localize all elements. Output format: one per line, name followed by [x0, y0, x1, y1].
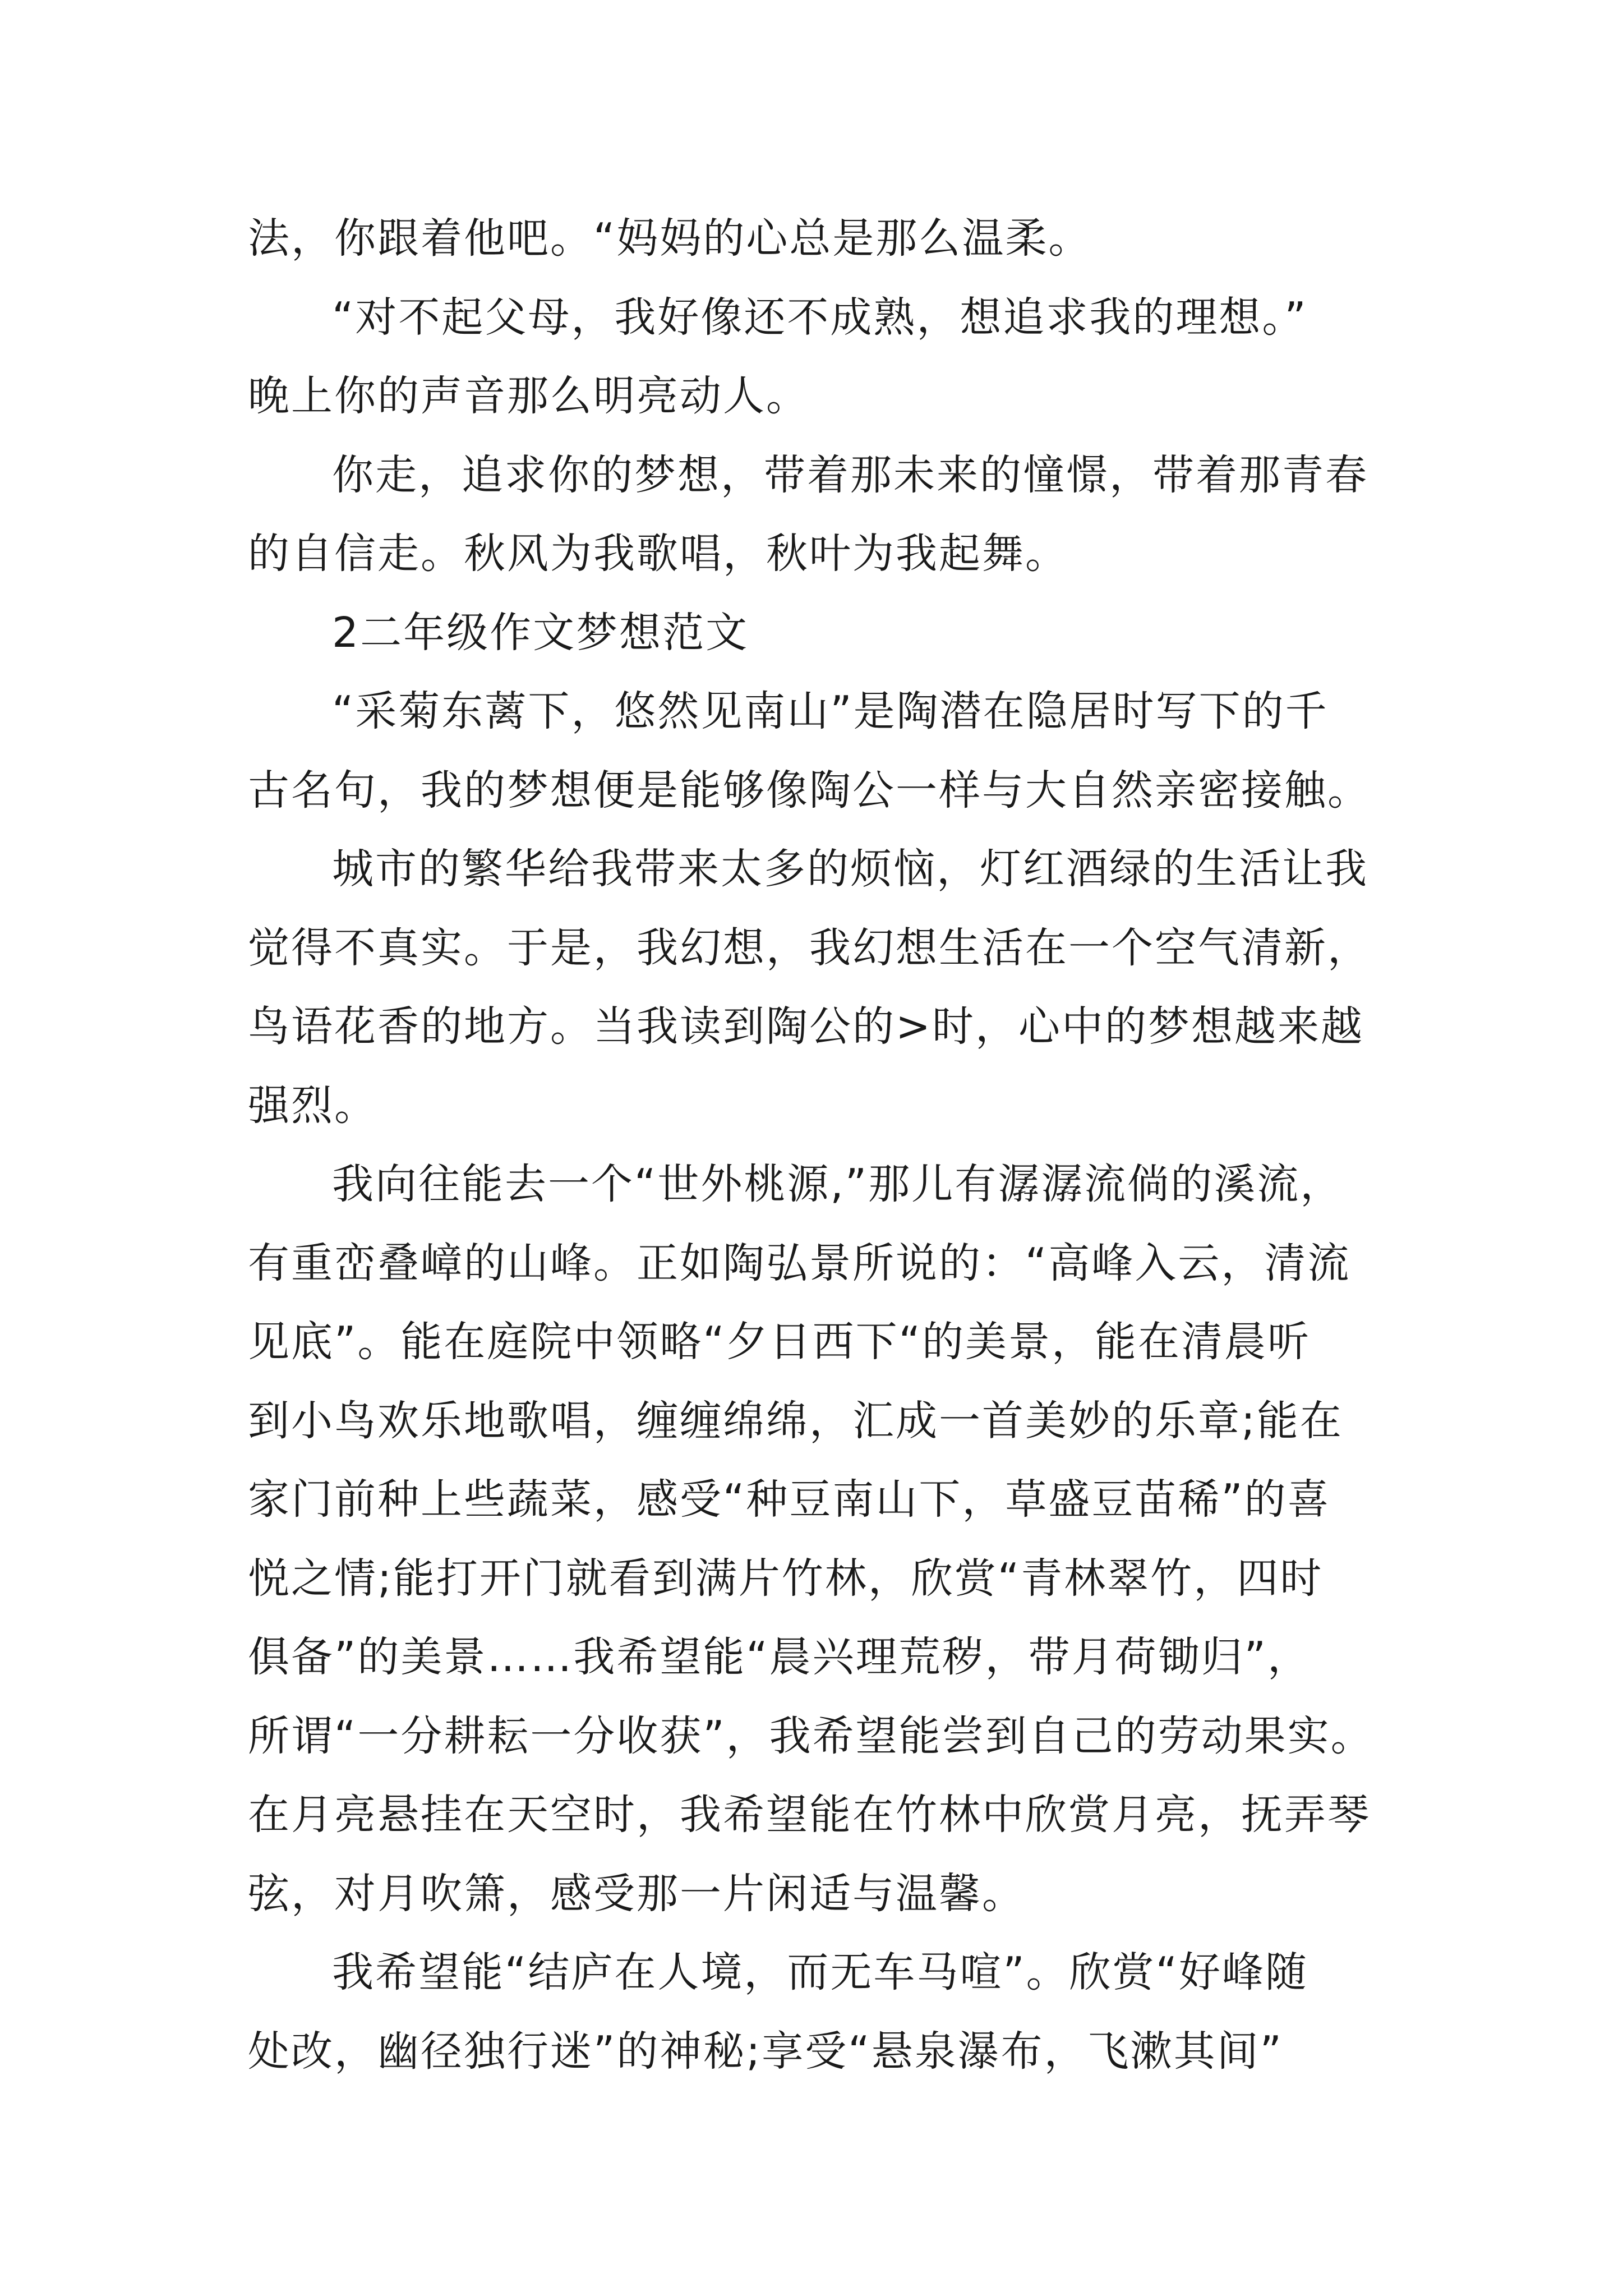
text-line: 你走，追求你的梦想，带着那未来的憧憬，带着那青春 [332, 450, 1368, 499]
text-line: “对不起父母，我好像还不成熟，想追求我的理想。” [332, 293, 1308, 342]
text-line: 城市的繁华给我带来太多的烦恼，灯红酒绿的生活让我 [332, 845, 1368, 893]
document-body [248, 199, 1392, 2091]
text-line: 法，你跟着他吧。“妈妈的心总是那么温柔。 [248, 214, 1092, 263]
text-line: 在月亮悬挂在天空时，我希望能在竹林中欣赏月亮，抚弄琴 [248, 1791, 1371, 1839]
text-line: 有重峦叠嶂的山峰。正如陶弘景所说的：“高峰入云，清流 [248, 1239, 1351, 1287]
text-line: 到小鸟欢乐地歌唱，缠缠绵绵，汇成一首美妙的乐章;能在 [248, 1396, 1343, 1445]
text-line: 的自信走。秋风为我歌唱，秋叶为我起舞。 [248, 530, 1068, 578]
text-line: “采菊东蓠下，悠然见南山”是陶潜在隐居时写下的千 [332, 687, 1329, 735]
text-line: 鸟语花香的地方。当我读到陶公的>时，心中的梦想越来越 [248, 1002, 1364, 1051]
text-line: 见底”。能在庭院中领略“夕日西下“的美景，能在清晨听 [248, 1318, 1311, 1366]
text-line: 古名句，我的梦想便是能够像陶公一样与大自然亲密接触。 [248, 766, 1371, 815]
text-line: 强烈。 [248, 1081, 377, 1130]
text-line: 家门前种上些蔬菜，感受“种豆南山下，草盛豆苗稀”的喜 [248, 1475, 1331, 1524]
text-line: 我向往能去一个“世外桃源,”那儿有潺潺流倘的溪流， [332, 1160, 1344, 1208]
text-line: 我希望能“结庐在人境，而无车马喧”。欣赏“好峰随 [332, 1948, 1309, 1996]
text-line: 所谓“一分耕耘一分收获”，我希望能尝到自己的劳动果实。 [248, 1711, 1374, 1760]
text-line: 处改，幽径独行迷”的神秘;享受“悬泉瀑布，飞漱其间” [248, 2027, 1283, 2076]
text-line: 觉得不真实。于是，我幻想，我幻想生活在一个空气清新， [248, 923, 1371, 972]
text-line: 晚上你的声音那么明亮动人。 [248, 372, 809, 420]
text-line: 悦之情;能打开门就看到满片竹林，欣赏“青林翠竹，四时 [248, 1554, 1324, 1603]
text-line: 弦，对月吹箫，感受那一片闲适与温馨。 [248, 1869, 1025, 1918]
section-heading: 2二年级作文梦想范文 [332, 608, 749, 657]
text-line: 俱备”的美景……我希望能“晨兴理荒秽，带月荷锄归”， [248, 1633, 1311, 1681]
